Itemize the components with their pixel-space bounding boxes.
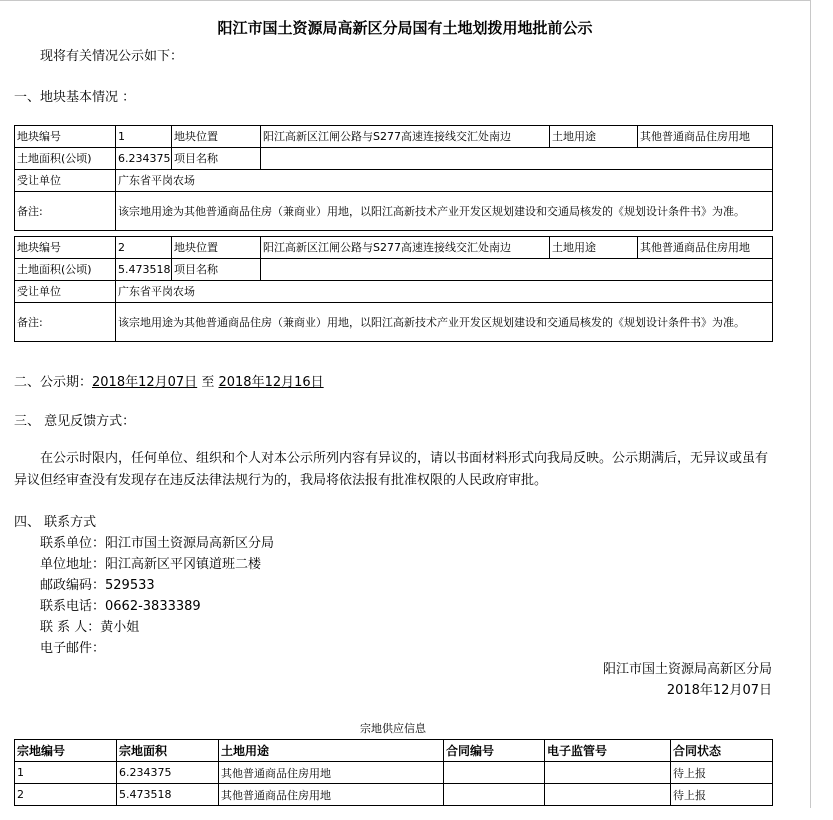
table-row: [15, 784, 773, 806]
cell-parcel-no: 1: [15, 762, 117, 784]
area-label: 土地面积(公顷): [15, 259, 116, 281]
header-parcel-no: 宗地编号: [15, 740, 117, 762]
contact-unit: 联系单位：阳江市国土资源局高新区分局: [40, 536, 275, 551]
table-row: [15, 303, 773, 342]
location-label: 地块位置: [172, 126, 261, 148]
cell-supervision-no: [545, 784, 671, 806]
recipient-label: 受让单位: [15, 170, 116, 192]
project-name-label: 项目名称: [172, 259, 261, 281]
page-frame-top: [0, 0, 810, 1]
supply-header-row: [15, 740, 773, 762]
cell-contract-status: 待上报: [671, 784, 773, 806]
table-row: [15, 192, 773, 231]
note-value: 该宗地用途为其他普通商品住房（兼商业）用地，以阳江高新技术产业开发区规划建设和交通局核发的《规划设计条件书》为准。: [116, 303, 773, 342]
table-row: [15, 259, 773, 281]
contact-postcode: 邮政编码：529533: [40, 578, 155, 593]
recipient-label: 受让单位: [15, 281, 116, 303]
note-label: 备注:: [15, 192, 116, 231]
table-row: [15, 170, 773, 192]
cell-supervision-no: [545, 762, 671, 784]
section4-heading: 四、 联系方式: [14, 515, 97, 530]
cell-area: 5.473518: [117, 784, 219, 806]
parcel-no-value: 2: [116, 237, 172, 259]
period-start: 2018年12月07日: [92, 375, 198, 390]
parcel-no-label: 地块编号: [15, 237, 116, 259]
land-use-label: 土地用途: [550, 126, 638, 148]
section3-heading: 三、 意见反馈方式：: [14, 414, 136, 429]
period-label: 二、公示期：: [14, 375, 93, 390]
land-use-value: 其他普通商品住房用地: [638, 237, 773, 259]
period-separator: 至: [201, 375, 215, 390]
supply-table: [14, 739, 773, 806]
header-land-use: 土地用途: [219, 740, 444, 762]
header-area: 宗地面积: [117, 740, 219, 762]
table-row: [15, 237, 773, 259]
header-supervision-no: 电子监管号: [545, 740, 671, 762]
location-value: 阳江高新区江闸公路与S277高速连接线交汇处南边: [261, 126, 550, 148]
table-row: [15, 762, 773, 784]
project-name-value: [261, 259, 773, 281]
header-contract-status: 合同状态: [671, 740, 773, 762]
section1-heading: 一、地块基本情况 ：: [14, 90, 136, 105]
location-label: 地块位置: [172, 237, 261, 259]
contact-phone: 联系电话：0662-3833389: [40, 599, 201, 614]
note-value: 该宗地用途为其他普通商品住房（兼商业）用地，以阳江高新技术产业开发区规划建设和交通局核发的《规划设计条件书》为准。: [116, 192, 773, 231]
parcel-no-label: 地块编号: [15, 126, 116, 148]
parcel-table-2: [14, 236, 773, 342]
cell-contract-status: 待上报: [671, 762, 773, 784]
recipient-value: 广东省平岗农场: [116, 281, 773, 303]
cell-area: 6.234375: [117, 762, 219, 784]
parcel-no-value: 1: [116, 126, 172, 148]
table-row: [15, 148, 773, 170]
table-row: [15, 281, 773, 303]
land-use-label: 土地用途: [550, 237, 638, 259]
cell-land-use: 其他普通商品住房用地: [219, 784, 444, 806]
table-row: [15, 126, 773, 148]
supply-caption: 宗地供应信息: [360, 722, 426, 735]
page-frame-right: [810, 0, 811, 808]
header-contract-no: 合同编号: [444, 740, 545, 762]
area-value: 5.473518: [116, 259, 172, 281]
parcel-table-1: [14, 125, 773, 231]
signature-org: 阳江市国土资源局高新区分局: [602, 662, 772, 677]
page-title: 阳江市国土资源局高新区分局国有土地划拨用地批前公示: [217, 19, 593, 37]
land-use-value: 其他普通商品住房用地: [638, 126, 773, 148]
project-name-value: [261, 148, 773, 170]
intro-text: 现将有关情况公示如下：: [40, 49, 184, 64]
period-end: 2018年12月16日: [218, 375, 324, 390]
contact-person: 联 系 人：黄小姐: [40, 620, 140, 635]
location-value: 阳江高新区江闸公路与S277高速连接线交汇处南边: [261, 237, 550, 259]
feedback-paragraph: 在公示时限内，任何单位、组织和个人对本公示所列内容有异议的，请以书面材料形式向我局反映。公示期满后，无异议或虽有异议但经审查没有发现存在违反法律法规行为的，我局将依法报有批准权限的人民政府审批。: [14, 451, 769, 488]
project-name-label: 项目名称: [172, 148, 261, 170]
contact-address: 单位地址：阳江高新区平冈镇道班二楼: [40, 557, 262, 572]
note-label: 备注:: [15, 303, 116, 342]
signature-date: 2018年12月07日: [666, 683, 772, 698]
cell-land-use: 其他普通商品住房用地: [219, 762, 444, 784]
area-value: 6.234375: [116, 148, 172, 170]
cell-contract-no: [444, 762, 545, 784]
area-label: 土地面积(公顷): [15, 148, 116, 170]
cell-contract-no: [444, 784, 545, 806]
cell-parcel-no: 2: [15, 784, 117, 806]
recipient-value: 广东省平岗农场: [116, 170, 773, 192]
contact-email: 电子邮件：: [40, 641, 106, 656]
period-line: [14, 371, 324, 390]
